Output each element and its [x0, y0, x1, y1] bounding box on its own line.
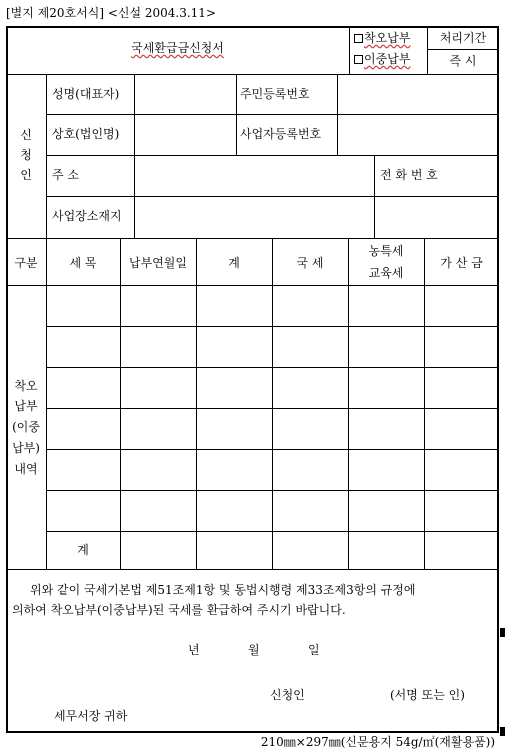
company-field[interactable]: [135, 115, 236, 155]
detail-entry-cell[interactable]: [273, 327, 348, 367]
resident-number-label: 주민등록번호: [240, 87, 310, 101]
detail-entry-cell[interactable]: [121, 450, 196, 490]
statement-line-2: 의하여 착오납부(이중납부)된 국세를 환급하여 주시기 바랍니다.: [12, 603, 346, 617]
detail-entry-cell[interactable]: [425, 327, 499, 367]
workplace-label: 사업장소재지: [52, 209, 122, 223]
detail-entry-cell[interactable]: [121, 491, 196, 531]
business-number-field[interactable]: [338, 115, 499, 155]
detail-entry-cell[interactable]: [197, 450, 272, 490]
detail-entry-cell[interactable]: [349, 491, 424, 531]
date-day-label: 일: [308, 643, 320, 657]
form-number: [별지 제20호서식] <신설 2004.3.11>: [6, 6, 216, 20]
header-tax-item: 세 목: [69, 256, 97, 270]
overpayment-label: 착오납부: [364, 31, 411, 45]
statement-line-1: 위와 같이 국세기본법 제51조제1항 및 동법시행령 제33조제3항의 규정에: [30, 583, 416, 597]
detail-entry-cell[interactable]: [197, 327, 272, 367]
signature-hint: (서명 또는 인): [390, 688, 465, 702]
overpayment-checkbox-option[interactable]: [354, 31, 410, 45]
phone-field[interactable]: [375, 197, 499, 238]
header-penalty: 가 산 금: [440, 256, 483, 270]
detail-entry-cell[interactable]: [47, 327, 120, 367]
detail-entry-cell[interactable]: [47, 368, 120, 408]
header-total: 계: [228, 256, 240, 270]
detail-entry-cell[interactable]: [425, 450, 499, 490]
binding-mark: [500, 628, 505, 637]
detail-entry-cell[interactable]: [121, 327, 196, 367]
signature-field[interactable]: [320, 682, 386, 704]
detail-entry-cell[interactable]: [273, 409, 348, 449]
address-label: 주 소: [52, 168, 79, 182]
total-row-label: 계: [77, 543, 89, 557]
detail-entry-cell[interactable]: [121, 409, 196, 449]
detail-entry-cell[interactable]: [349, 327, 424, 367]
recipient-label: 세무서장 귀하: [54, 709, 128, 723]
detail-entry-cell[interactable]: [121, 368, 196, 408]
detail-entry-cell[interactable]: [47, 286, 120, 326]
processing-period-label: 처리기간: [439, 31, 487, 45]
overpayment-checkbox[interactable]: [354, 34, 363, 43]
detail-entry-cell[interactable]: [47, 409, 120, 449]
detail-entry-cell[interactable]: [47, 491, 120, 531]
detail-entry-cell[interactable]: [121, 286, 196, 326]
header-payment-date: 납부연월일: [129, 256, 187, 270]
detail-entry-cell[interactable]: [425, 491, 499, 531]
detail-entry-cell[interactable]: [197, 491, 272, 531]
detail-entry-cell[interactable]: [349, 368, 424, 408]
name-label: 성명(대표자): [52, 87, 120, 101]
name-field[interactable]: [135, 75, 236, 114]
detail-entry-cell[interactable]: [121, 532, 196, 569]
form-title: 국세환급금신청서: [131, 41, 224, 55]
detail-entry-cell[interactable]: [425, 286, 499, 326]
detail-entry-cell[interactable]: [197, 286, 272, 326]
date-month-label: 월: [248, 643, 260, 657]
business-number-label: 사업자등록번호: [240, 127, 322, 141]
double-payment-label: 이중납부: [364, 52, 411, 66]
date-year-label: 년: [188, 643, 200, 657]
address-field[interactable]: [135, 156, 374, 196]
detail-entry-cell[interactable]: [425, 532, 499, 569]
detail-entry-cell[interactable]: [349, 532, 424, 569]
double-payment-checkbox[interactable]: [354, 55, 363, 64]
detail-entry-cell[interactable]: [273, 450, 348, 490]
detail-entry-cell[interactable]: [349, 286, 424, 326]
resident-number-field[interactable]: [338, 75, 499, 114]
paper-spec: 210㎜×297㎜(신문용지 54g/㎡(재활용품)): [260, 735, 495, 749]
detail-entry-cell[interactable]: [425, 368, 499, 408]
header-category: 구분: [14, 256, 38, 270]
detail-entry-cell[interactable]: [349, 450, 424, 490]
detail-entry-cell[interactable]: [349, 409, 424, 449]
binding-mark: [500, 727, 505, 736]
detail-entry-cell[interactable]: [273, 491, 348, 531]
applicant-signature-label: 신청인: [270, 688, 305, 702]
detail-entry-cell[interactable]: [197, 532, 272, 569]
detail-entry-cell[interactable]: [425, 409, 499, 449]
header-national-tax: 국 세: [296, 256, 324, 270]
detail-entry-cell[interactable]: [197, 409, 272, 449]
double-payment-checkbox-option[interactable]: [354, 52, 410, 66]
company-label: 상호(법인명): [52, 127, 120, 141]
phone-label: 전 화 번 호: [380, 168, 438, 182]
workplace-field[interactable]: [135, 197, 374, 238]
detail-entry-cell[interactable]: [273, 286, 348, 326]
detail-entry-cell[interactable]: [197, 368, 272, 408]
detail-entry-cell[interactable]: [273, 368, 348, 408]
detail-entry-cell[interactable]: [47, 450, 120, 490]
detail-entry-cell[interactable]: [273, 532, 348, 569]
processing-period-value: 즉 시: [449, 54, 477, 68]
